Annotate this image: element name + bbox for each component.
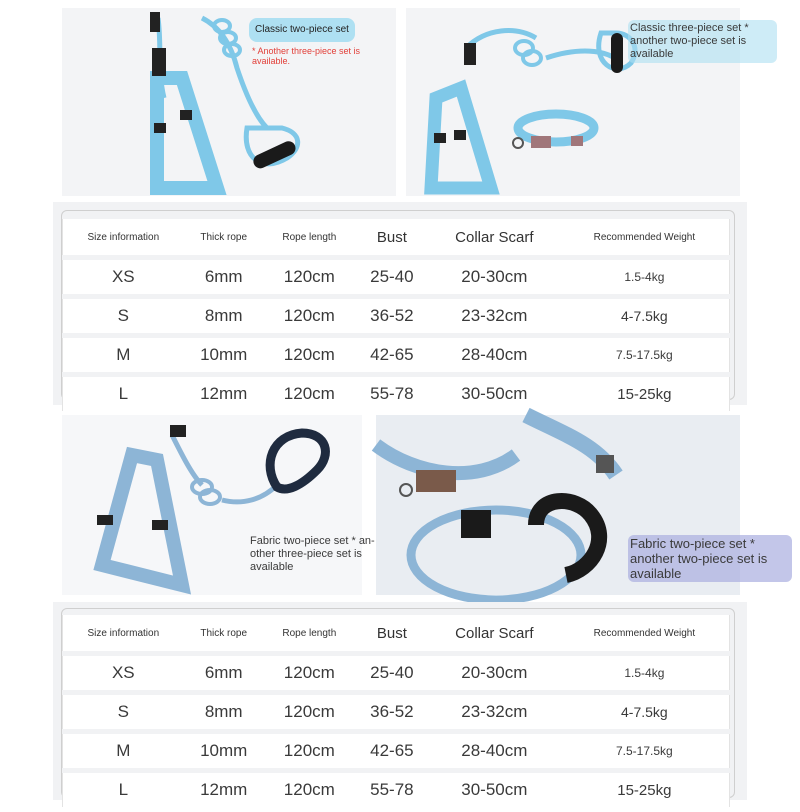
- header-rope-length: Rope length: [264, 615, 355, 651]
- cell: 120cm: [264, 260, 355, 294]
- table-header-row: [62, 219, 730, 255]
- header-bust: Bust: [355, 219, 429, 255]
- cell: 120cm: [264, 338, 355, 372]
- caption: Fabric two-piece set * another two-piece set is available: [628, 535, 792, 582]
- table-row: [62, 338, 730, 372]
- cell: 120cm: [264, 299, 355, 333]
- header-size: Size information: [62, 219, 184, 255]
- cell: 12mm: [184, 773, 264, 807]
- header-thick-rope: Thick rope: [184, 615, 264, 651]
- cell: 20-30cm: [429, 656, 560, 690]
- header-size: Size information: [62, 615, 184, 651]
- cell: 55-78: [355, 773, 429, 807]
- table-row: [62, 695, 730, 729]
- cell: 25-40: [355, 260, 429, 294]
- size-table: [62, 214, 730, 416]
- header-collar: Collar Scarf: [429, 615, 560, 651]
- cell: 15-25kg: [560, 377, 730, 411]
- cell: 7.5-17.5kg: [560, 734, 730, 768]
- size-table-bottom: [53, 602, 747, 800]
- cell: 10mm: [184, 338, 264, 372]
- cell: 20-30cm: [429, 260, 560, 294]
- size-table: [62, 610, 730, 812]
- table-header-row: [62, 615, 730, 651]
- cell: XS: [62, 656, 184, 690]
- cell: 23-32cm: [429, 299, 560, 333]
- header-weight: Recommended Weight: [560, 615, 730, 651]
- cell: 36-52: [355, 299, 429, 333]
- table-row: [62, 656, 730, 690]
- cell: 1.5-4kg: [560, 656, 730, 690]
- cell: 8mm: [184, 299, 264, 333]
- caption: Fabric two-piece set * an-other three-piece set is available: [250, 535, 375, 573]
- table-row: [62, 377, 730, 411]
- cell: 120cm: [264, 734, 355, 768]
- availability-note: * Another three-piece set is available.: [252, 46, 361, 66]
- cell: 8mm: [184, 695, 264, 729]
- header-weight: Recommended Weight: [560, 219, 730, 255]
- caption: Classic three-piece set * another two-piece set is available: [628, 20, 777, 63]
- cell: 30-50cm: [429, 773, 560, 807]
- cell: 6mm: [184, 260, 264, 294]
- cell: XS: [62, 260, 184, 294]
- cell: L: [62, 377, 184, 411]
- cell: 55-78: [355, 377, 429, 411]
- cell: 120cm: [264, 377, 355, 411]
- header-rope-length: Rope length: [264, 219, 355, 255]
- cell: 12mm: [184, 377, 264, 411]
- cell: M: [62, 338, 184, 372]
- photo-fabric-second-set: [376, 415, 768, 595]
- cell: S: [62, 695, 184, 729]
- cell: 36-52: [355, 695, 429, 729]
- photo-classic-two-piece: [62, 8, 396, 196]
- cell: 1.5-4kg: [560, 260, 730, 294]
- header-bust: Bust: [355, 615, 429, 651]
- header-thick-rope: Thick rope: [184, 219, 264, 255]
- cell: S: [62, 299, 184, 333]
- cell: 120cm: [264, 773, 355, 807]
- cell: 15-25kg: [560, 773, 730, 807]
- cell: L: [62, 773, 184, 807]
- cell: 120cm: [264, 695, 355, 729]
- header-collar: Collar Scarf: [429, 219, 560, 255]
- photo-classic-three-piece: [406, 8, 749, 196]
- cell: 28-40cm: [429, 734, 560, 768]
- cell: 6mm: [184, 656, 264, 690]
- cell: 120cm: [264, 656, 355, 690]
- cell: 7.5-17.5kg: [560, 338, 730, 372]
- size-table-top: [53, 202, 747, 405]
- cell: 25-40: [355, 656, 429, 690]
- table-row: [62, 734, 730, 768]
- table-row: [62, 299, 730, 333]
- pill-label: Classic two-piece set: [249, 18, 355, 42]
- table-row: [62, 260, 730, 294]
- cell: 4-7.5kg: [560, 695, 730, 729]
- table-row: [62, 773, 730, 807]
- cell: 10mm: [184, 734, 264, 768]
- cell: 28-40cm: [429, 338, 560, 372]
- cell: M: [62, 734, 184, 768]
- cell: 23-32cm: [429, 695, 560, 729]
- cell: 42-65: [355, 338, 429, 372]
- photo-fabric-two-piece: [62, 415, 375, 595]
- cell: 30-50cm: [429, 377, 560, 411]
- cell: 4-7.5kg: [560, 299, 730, 333]
- cell: 42-65: [355, 734, 429, 768]
